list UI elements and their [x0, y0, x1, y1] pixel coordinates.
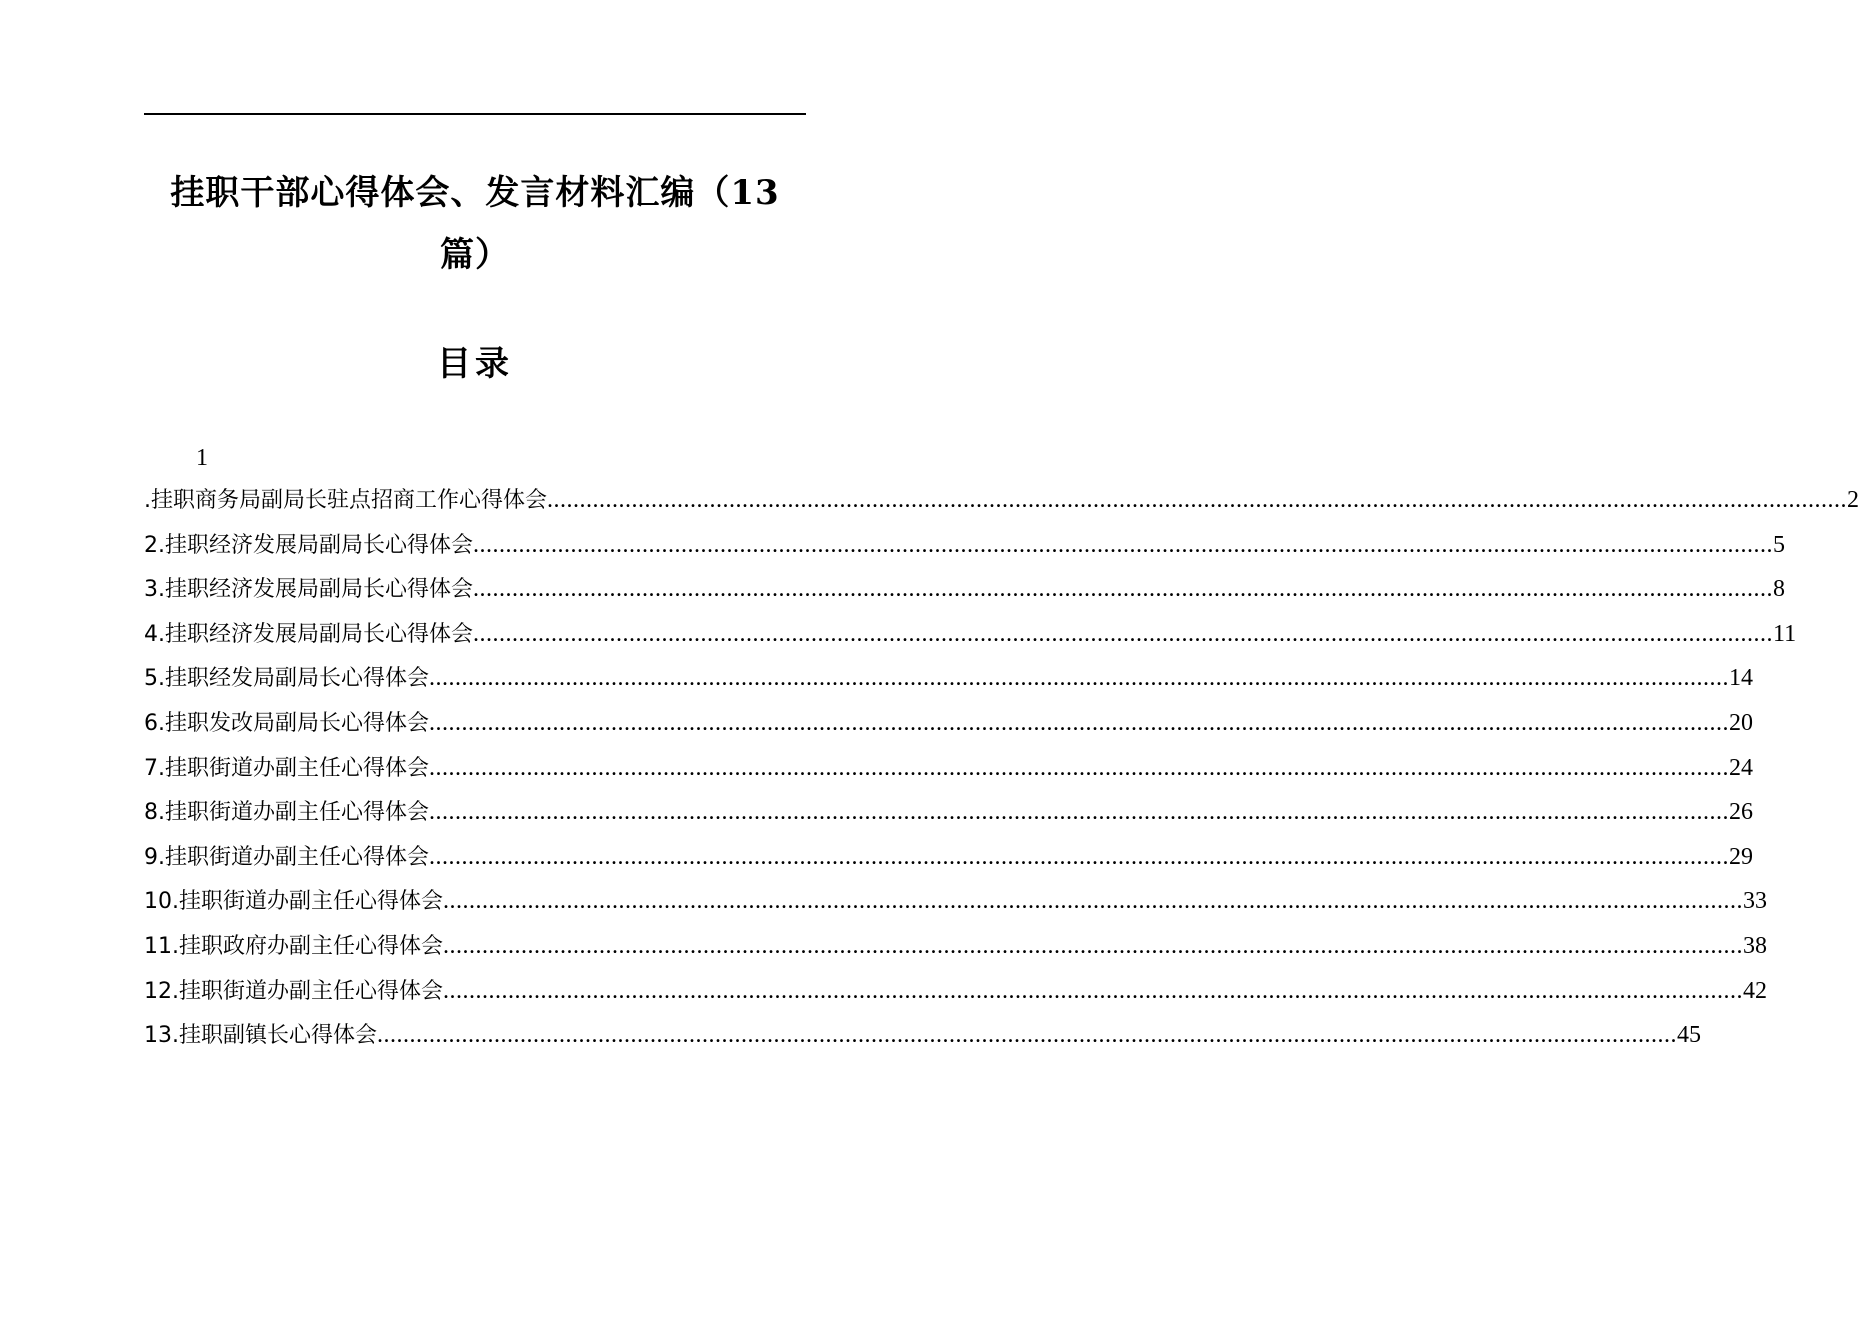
toc-entry-label: 6.挂职发改局副局长心得体会: [144, 710, 429, 736]
toc-entry-page-number: 5: [1773, 531, 1785, 558]
toc-entry[interactable]: [144, 1017, 1701, 1062]
toc-entry-page-number: 14: [1729, 665, 1753, 692]
toc-entry[interactable]: [144, 571, 1785, 616]
toc-entry-page-number: 24: [1729, 754, 1753, 781]
toc-dot-leader: ........................................................................................................................................................................................................: [473, 531, 1773, 558]
toc-entry-page-number: 8: [1773, 576, 1785, 603]
toc-entry-label: 3.挂职经济发展局副局长心得体会: [144, 577, 473, 603]
toc-entry-page-number: 2: [1847, 487, 1859, 513]
toc-dot-leader: ........................................................................................................................................................................................................: [547, 487, 1847, 513]
toc-heading: 目录: [437, 344, 513, 384]
toc-entry[interactable]: [144, 482, 1859, 527]
toc-dot-leader: ........................................................................................................................................................................................................: [443, 888, 1743, 915]
toc-dot-leader: ........................................................................................................................................................................................................: [443, 932, 1743, 959]
toc-prefix-number: 1: [196, 445, 208, 471]
toc-entry[interactable]: [144, 750, 1753, 795]
toc-entry-label: 2.挂职经济发展局副局长心得体会: [144, 532, 473, 558]
toc-entry[interactable]: [144, 883, 1767, 928]
toc-entry-page-number: 29: [1729, 843, 1753, 870]
toc-dot-leader: ........................................................................................................................................................................................................: [429, 709, 1729, 736]
toc-entry[interactable]: [144, 928, 1767, 973]
toc-dot-leader: ........................................................................................................................................................................................................: [429, 843, 1729, 870]
toc-entry[interactable]: [144, 616, 1797, 661]
toc-dot-leader: ........................................................................................................................................................................................................: [473, 620, 1773, 647]
toc-entry-label: 5.挂职经发局副局长心得体会: [144, 666, 429, 692]
toc-entry-label: 8.挂职街道办副主任心得体会: [144, 800, 429, 826]
toc-dot-leader: ........................................................................................................................................................................................................: [443, 977, 1743, 1004]
toc-entry-label: 9.挂职街道办副主任心得体会: [144, 844, 429, 870]
toc-entry-label: .挂职商务局副局长驻点招商工作心得体会: [144, 488, 547, 513]
toc-entry-page-number: 33: [1743, 888, 1767, 915]
toc-entry[interactable]: [144, 660, 1753, 705]
toc-entry[interactable]: [144, 705, 1753, 750]
document-title: [144, 162, 806, 286]
toc-entry-page-number: 11: [1773, 620, 1797, 647]
toc-entry-page-number: 42: [1743, 977, 1767, 1004]
document-title-line1: 挂职干部心得体会、发言材料汇编（13: [170, 173, 780, 213]
toc-list: [144, 482, 1859, 1062]
toc-entry-label: 10.挂职街道办副主任心得体会: [144, 889, 443, 915]
toc-entry-label: 12.挂职街道办副主任心得体会: [144, 978, 443, 1004]
toc-dot-leader: ........................................................................................................................................................................................................: [429, 665, 1729, 692]
toc-entry[interactable]: [144, 527, 1785, 572]
toc-entry-page-number: 45: [1677, 1022, 1701, 1049]
toc-dot-leader: ........................................................................................................................................................................................................: [377, 1022, 1677, 1049]
toc-dot-leader: ........................................................................................................................................................................................................: [429, 754, 1729, 781]
toc-entry[interactable]: [144, 973, 1767, 1018]
header-rule: [144, 113, 806, 115]
toc-dot-leader: ........................................................................................................................................................................................................: [429, 799, 1729, 826]
toc-entry-label: 13.挂职副镇长心得体会: [144, 1023, 377, 1049]
toc-entry[interactable]: [144, 794, 1753, 839]
toc-entry-page-number: 20: [1729, 709, 1753, 736]
toc-entry-label: 7.挂职街道办副主任心得体会: [144, 755, 429, 781]
document-title-line2: 篇）: [440, 235, 510, 275]
toc-dot-leader: ........................................................................................................................................................................................................: [473, 576, 1773, 603]
toc-entry[interactable]: [144, 839, 1753, 884]
toc-entry-page-number: 26: [1729, 799, 1753, 826]
toc-entry-label: 11.挂职政府办副主任心得体会: [144, 933, 443, 959]
toc-entry-label: 4.挂职经济发展局副局长心得体会: [144, 621, 473, 647]
toc-entry-page-number: 38: [1743, 932, 1767, 959]
